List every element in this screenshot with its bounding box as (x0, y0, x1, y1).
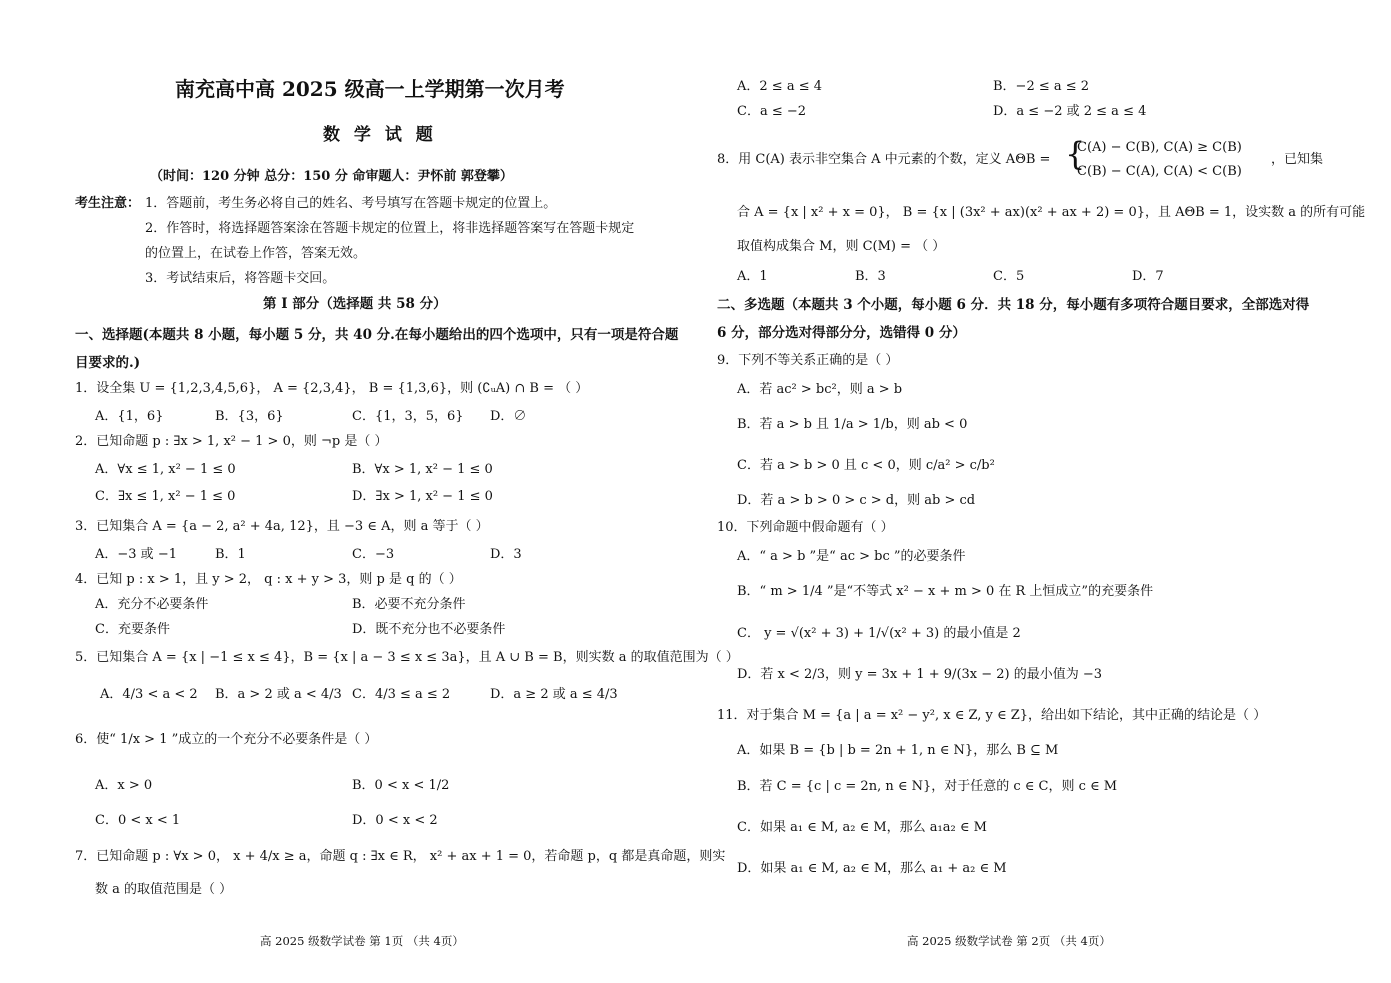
q8-case-2: C(B) − C(A), C(A) < C(B) (1077, 164, 1242, 179)
q11-option-d: D．如果 a₁ ∈ M, a₂ ∈ M，那么 a₁ + a₂ ∈ M (737, 861, 1007, 876)
q2-option-a: A．∀x ≤ 1, x² − 1 ≤ 0 (95, 462, 236, 477)
q10-option-c: C． y = √(x² + 3) + 1/√(x² + 3) 的最小值是 2 (737, 626, 1021, 641)
q1-option-c: C．{1，3，5，6} (352, 409, 464, 424)
section2-heading: 二、多选题（本题共 3 个小题，每小题 6 分．共 18 分，每小题有多项符合题目要求，全部选对得 (717, 297, 1310, 313)
q7-option-c: C．a ≤ −2 (737, 104, 807, 119)
notice-1: 1．答题前，考生务必将自己的姓名、考号填写在答题卡规定的位置上。 (145, 196, 557, 211)
q8-option-a: A．1 (737, 269, 768, 284)
q9-option-c: C．若 a > b > 0 且 c < 0，则 c/a² > c/b² (737, 458, 995, 473)
q6-option-b: B．0 < x < 1/2 (352, 778, 450, 793)
question-10: 10．下列命题中假命题有（ ） (717, 520, 894, 535)
q2-option-c: C．∃x ≤ 1, x² − 1 ≤ 0 (95, 489, 236, 504)
q2-option-d: D．∃x > 1, x² − 1 ≤ 0 (352, 489, 493, 504)
exam-title: 南充高中高 2025 级高一上学期第一次月考 (175, 77, 565, 101)
q1-option-b: B．{3，6} (215, 409, 284, 424)
q8-option-c: C．5 (993, 269, 1025, 284)
question-8-cont: 合 A = {x | x² + x = 0}， B = {x | (3x² + ax)(x² + ax + 2) = 0}，且 AΘB = 1，设实数 a 的所有可能 (737, 205, 1366, 220)
section1-heading-cont: 目要求的.) (75, 355, 141, 371)
question-8: 8．用 C(A) 表示非空集合 A 中元素的个数，定义 AΘB = (717, 152, 1051, 167)
q5-option-d: D．a ≥ 2 或 a ≤ 4/3 (490, 687, 618, 702)
brace-icon: { (1065, 135, 1086, 173)
exam-subtitle: 数 学 试 题 (323, 125, 437, 145)
q6-option-a: A．x > 0 (95, 778, 153, 793)
q3-option-c: C．−3 (352, 547, 395, 562)
exam-meta: （时间：120 分钟 总分：150 分 命审题人：尹怀前 郭登攀） (150, 169, 513, 184)
q9-option-d: D．若 a > b > 0 > c > d，则 ab > cd (737, 493, 976, 508)
question-9: 9．下列不等关系正确的是（ ） (717, 353, 899, 368)
question-8-cont-2: 取值构成集合 M，则 C(M) = （ ） (737, 239, 946, 254)
question-7: 7．已知命题 p : ∀x > 0， x + 4/x ≥ a，命题 q : ∃x ∈ R， x² + ax + 1 = 0，若命题 p，q 都是真命题，则实 (75, 849, 726, 864)
notice-2-cont: 的位置上，在试卷上作答，答案无效。 (145, 246, 367, 261)
q3-option-a: A．−3 或 −1 (95, 547, 177, 562)
q9-option-b: B．若 a > b 且 1/a > 1/b，则 ab < 0 (737, 417, 968, 432)
q1-option-a: A．{1，6} (95, 409, 164, 424)
q7-option-d: D．a ≤ −2 或 2 ≤ a ≤ 4 (993, 104, 1147, 119)
q7-option-b: B．−2 ≤ a ≤ 2 (993, 79, 1090, 94)
page-1 (75, 0, 739, 983)
q11-option-a: A．如果 B = {b | b = 2n + 1, n ∈ N}，那么 B ⊆ M (737, 743, 1059, 758)
q6-option-c: C．0 < x < 1 (95, 813, 181, 828)
page-2 (717, 0, 1366, 983)
question-8-tail: ，已知集 (1271, 152, 1324, 167)
q4-option-c: C．充要条件 (95, 622, 170, 637)
question-11: 11．对于集合 M = {a | a = x² − y², x ∈ Z, y ∈ Z}，给出如下结论，其中正确的结论是（ ） (717, 708, 1267, 723)
q8-option-d: D．7 (1132, 269, 1164, 284)
q10-option-b: B．“ m > 1/4 ”是“不等式 x² − x + m > 0 在 R 上恒成立”的充要条件 (737, 584, 1154, 599)
q1-option-d: D．∅ (490, 409, 527, 424)
q9-option-a: A．若 ac² > bc²，则 a > b (737, 382, 903, 397)
notice-3: 3．考试结束后，将答题卡交回。 (145, 271, 336, 286)
notice-label: 考生注意： (75, 196, 141, 211)
q4-option-d: D．既不充分也不必要条件 (352, 622, 506, 637)
page-2-footer: 高 2025 级数学试卷 第 2页 （共 4页） (907, 934, 1111, 948)
q5-option-a: A．4/3 < a < 2 (100, 687, 198, 702)
q5-option-b: B．a > 2 或 a < 4/3 (215, 687, 342, 702)
question-3: 3．已知集合 A = {a − 2, a² + 4a, 12}，且 −3 ∈ A，则 a 等于（ ） (75, 519, 489, 534)
q10-option-d: D．若 x < 2/3，则 y = 3x + 1 + 9/(3x − 2) 的最小值为 −3 (737, 667, 1103, 682)
question-4: 4．已知 p : x > 1，且 y > 2， q : x + y > 3，则 p 是 q 的（ ） (75, 572, 462, 587)
question-2: 2．已知命题 p : ∃x > 1, x² − 1 > 0，则 ¬p 是（ ） (75, 434, 388, 449)
q5-option-c: C．4/3 ≤ a ≤ 2 (352, 687, 451, 702)
q6-option-d: D．0 < x < 2 (352, 813, 438, 828)
q3-option-b: B．1 (215, 547, 246, 562)
q11-option-b: B．若 C = {c | c = 2n, n ∈ N}，对于任意的 c ∈ C，则 c ∈ M (737, 779, 1118, 794)
q4-option-b: B．必要不充分条件 (352, 597, 466, 612)
question-1: 1．设全集 U = {1,2,3,4,5,6}， A = {2,3,4}， B = {1,3,6}，则 (∁ᵤA) ∩ B = （ ） (75, 381, 589, 396)
q3-option-d: D．3 (490, 547, 522, 562)
q7-option-a: A．2 ≤ a ≤ 4 (737, 79, 822, 94)
q10-option-a: A．“ a > b ”是“ ac > bc ”的必要条件 (737, 549, 966, 564)
q2-option-b: B．∀x > 1, x² − 1 ≤ 0 (352, 462, 493, 477)
section2-heading-cont: 6 分，部分选对得部分分，选错得 0 分） (717, 325, 966, 341)
page-1-footer: 高 2025 级数学试卷 第 1页 （共 4页） (260, 934, 464, 948)
q8-case-1: C(A) − C(B), C(A) ≥ C(B) (1077, 140, 1242, 155)
q8-option-b: B．3 (855, 269, 886, 284)
q11-option-c: C．如果 a₁ ∈ M, a₂ ∈ M，那么 a₁a₂ ∈ M (737, 820, 987, 835)
notice-2: 2．作答时，将选择题答案涂在答题卡规定的位置上，将非选择题答案写在答题卡规定 (145, 221, 635, 236)
q4-option-a: A．充分不必要条件 (95, 597, 209, 612)
question-6: 6．使“ 1/x > 1 ”成立的一个充分不必要条件是（ ） (75, 732, 378, 747)
section1-heading: 一、选择题(本题共 8 小题，每小题 5 分，共 40 分.在每小题给出的四个选项中，只有一项是符合题 (75, 327, 679, 343)
question-5: 5．已知集合 A = {x | −1 ≤ x ≤ 4}，B = {x | a − 3 ≤ x ≤ 3a}，且 A ∪ B = B，则实数 a 的取值范围为（ ） (75, 650, 739, 665)
question-7-cont: 数 a 的取值范围是（ ） (95, 882, 233, 897)
part-title: 第 I 部分（选择题 共 58 分） (263, 296, 447, 312)
